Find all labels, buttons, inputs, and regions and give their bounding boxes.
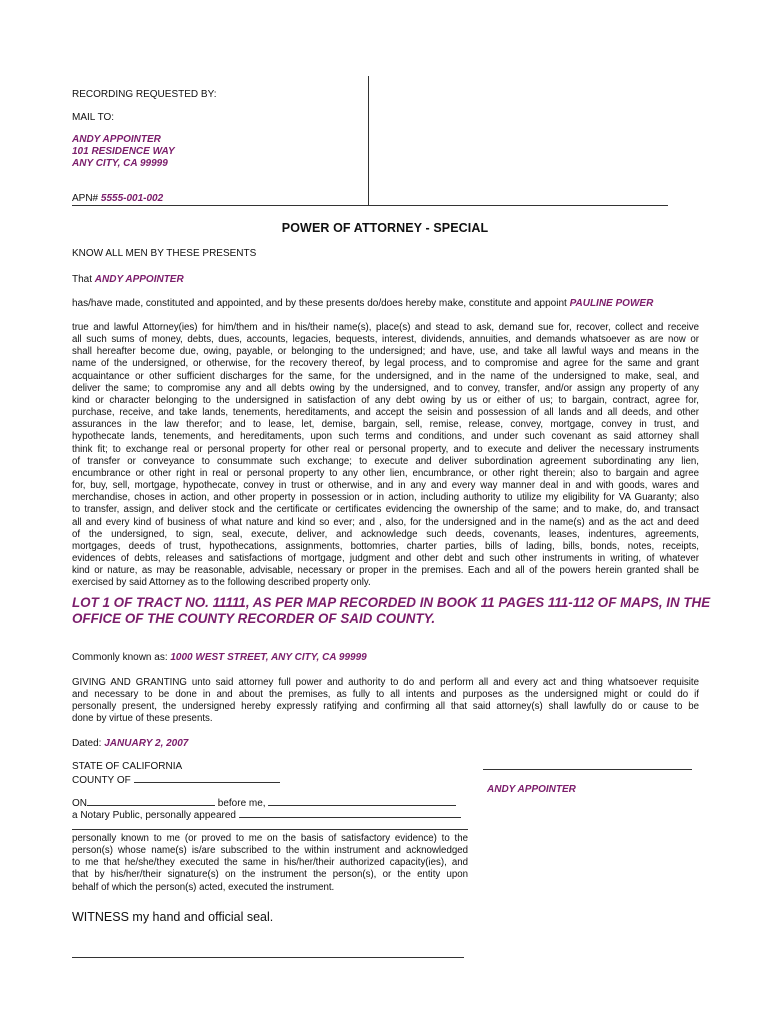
- recording-requested-label: RECORDING REQUESTED BY:: [72, 89, 217, 100]
- notary-name-blank[interactable]: [268, 796, 456, 806]
- appeared-label: a Notary Public, personally appeared: [72, 810, 236, 821]
- powers-line: merchandise, choses in action, and other property in possession or in action, including authority to utilize my eligibility for VA Guaranty; also: [72, 492, 699, 504]
- appeared-blank[interactable]: [239, 808, 461, 818]
- that-label: That: [72, 274, 93, 285]
- county-label: COUNTY OF: [72, 775, 131, 786]
- principal-line: [72, 274, 184, 286]
- notary-state: STATE OF CALIFORNIA: [72, 761, 183, 772]
- appoint-text: has/have made, constituted and appointed, and by these presents do/does hereby make, constitute and appoint: [72, 298, 567, 309]
- header-divider: [368, 76, 369, 205]
- header-rule: [72, 205, 668, 206]
- legal-description-line-1: LOT 1 OF TRACT NO. 11111, AS PER MAP RECORDED IN BOOK 11 PAGES 111-112 OF MAPS, IN THE: [72, 595, 711, 610]
- witness-line: WITNESS my hand and official seal.: [72, 910, 274, 924]
- granting-line: and necessary to be done in and about the premises, as fully to all intents and purposes as the undersigned might or could do if: [72, 689, 699, 701]
- commonly-known-line: [72, 652, 367, 664]
- powers-line: encumbrance or other right in real or personal property to any other lien, encumbrance, or other right therein; also to bargain and agree: [72, 467, 699, 479]
- powers-paragraph: [72, 322, 699, 589]
- powers-line: mortgages, deeds of trust, hypothecations, assignments, bottomries, charter parties, bills of lading, bills, bonds, notes, receipts,: [72, 540, 699, 552]
- legal-description-line-2: OFFICE OF THE COUNTY RECORDER OF SAID COUNTY.: [72, 611, 436, 626]
- acknowledgment-line: that by his/her/their signature(s) on the instrument the person(s), or the entity upon: [72, 869, 468, 881]
- dated-value: JANUARY 2, 2007: [104, 738, 189, 749]
- dated-line: [72, 738, 188, 750]
- granting-line: done by virtue of these presents.: [72, 713, 213, 725]
- appoint-line: [72, 298, 653, 310]
- commonly-known-value: 1000 WEST STREET, ANY CITY, CA 99999: [170, 652, 367, 663]
- powers-line: assurances in the law therefor; and to lease, let, demise, bargain, sell, remise, release, convey, mortgage, convey in trust, and: [72, 419, 699, 431]
- powers-line: for, buy, sell, mortgage, hypothecate, convey in trust or otherwise, and in any and every way manner deal in and with goods, wares and: [72, 480, 699, 492]
- commonly-known-label: Commonly known as:: [72, 652, 168, 663]
- powers-line: evidences of debts, releases and satisfactions of mortgage, judgment and other debt and such other instruments in writing, of whatever: [72, 552, 699, 564]
- acknowledgment-paragraph: [72, 833, 468, 894]
- know-all-men: KNOW ALL MEN BY THESE PRESENTS: [72, 248, 257, 259]
- principal-name: ANDY APPOINTER: [94, 274, 184, 285]
- powers-line: acquaintance or other sufficient discharges for the same, for the undersigned, and in the name of the undersigned to make, seal, and: [72, 370, 699, 382]
- mail-to-name: ANDY APPOINTER: [72, 134, 161, 145]
- powers-line: deliver the same; to compromise any and all debts owing by the undersigned, and to convey, transfer, and/or assign any property of any: [72, 382, 699, 394]
- acknowledgment-line: to me that he/she/they executed the same in his/her/their authorized capacity(ies), and: [72, 857, 468, 869]
- mail-to-label: MAIL TO:: [72, 112, 115, 123]
- granting-line: GIVING AND GRANTING unto said attorney full power and authority to do and perform all and every act and thing whatsoever requisite: [72, 677, 699, 688]
- powers-line: hypothecate lands, tenements, and hereditaments, upon such terms and conditions, and under such covenant as said attorney shall: [72, 431, 699, 443]
- powers-line: purchase, receive, and take lands, tenements, hereditaments, and accept the seisin and possession of all lands and all deeds, and other: [72, 407, 699, 419]
- powers-line: think fit; to exchange real or personal property for other real or personal property, and to execute and deliver the necessary instruments: [72, 443, 699, 455]
- mail-to-city: ANY CITY, CA 99999: [72, 158, 168, 169]
- powers-line: shall hereafter become due, owing, payable, or belonging to the undersigned; and have, use, and take all lawful ways and means in the: [72, 346, 699, 358]
- powers-line: kind or nature, as may be reasonable, advisable, necessary or proper in the premises. Each and all of the powers herein granted shall be: [72, 565, 699, 577]
- county-blank[interactable]: [134, 773, 280, 783]
- notary-appeared-line: [72, 808, 461, 822]
- notary-county-line: [72, 773, 280, 787]
- powers-line: kind or character belonging to the undersigned in satisfaction of any debt owing by us or either of us; to bargain, contract, agree for,: [72, 394, 699, 406]
- apn-label: APN#: [72, 193, 99, 204]
- dated-label: Dated:: [72, 738, 102, 749]
- granting-paragraph: [72, 677, 699, 726]
- powers-line: all and every kind of business of what nature and kind so ever; and , also, for the undersigned and in the name(s) and as the act and deed: [72, 516, 699, 528]
- acknowledgment-line: personally known to me (or proved to me on the basis of satisfactory evidence) to the: [72, 833, 468, 844]
- acknowledgment-line: person(s) whose name(s) is/are subscribed to the within instrument and acknowledged: [72, 845, 468, 857]
- notary-signature-line[interactable]: [72, 957, 464, 958]
- powers-line: of transfer or conveyance to consummate such exchange; to execute and deliver subordination agreement subordinating any lien,: [72, 455, 699, 467]
- granting-line: personally present, the undersigned hereby expressly ratifying and confirming all that said attorney(s) shall lawfully do or cause to be: [72, 701, 699, 713]
- date-blank[interactable]: [87, 796, 215, 806]
- before-me-label: before me,: [217, 798, 266, 809]
- on-label: ON: [72, 798, 87, 809]
- page-title: POWER OF ATTORNEY - SPECIAL: [281, 221, 489, 235]
- powers-line: exercised by said Attorney as to the following described property only.: [72, 577, 371, 589]
- apn-value: 5555-001-002: [100, 193, 164, 204]
- powers-line: all such sums of money, debts, dues, accounts, legacies, bequests, interest, dividends, annuities, and demands whatsoever as are now or: [72, 334, 699, 346]
- attorney-name: PAULINE POWER: [569, 298, 654, 309]
- apn-line: [72, 193, 163, 205]
- signer-name: ANDY APPOINTER: [487, 784, 576, 795]
- acknowledgment-line: behalf of which the person(s) acted, executed the instrument.: [72, 881, 335, 893]
- appeared-continuation-blank[interactable]: [72, 829, 468, 830]
- principal-signature-line[interactable]: [483, 769, 692, 770]
- powers-line: true and lawful Attorney(ies) for him/them and in his/their name(s), place(s) and stead to ask, demand sue for, recover, collect and receive: [72, 322, 699, 333]
- powers-line: of the undersigned, to sign, seal, execute, deliver, and acknowledge such deeds, covenants, leases, indentures, agreements,: [72, 528, 699, 540]
- powers-line: name of the undersigned, or otherwise, for the recovery thereof, by legal process, and to compromise and agree for the same and grant: [72, 358, 699, 370]
- powers-line: to transfer, assign, and deliver stock and the certificate or certificates evidencing the ownership of the same; and to make, do, and transact: [72, 504, 699, 516]
- mail-to-street: 101 RESIDENCE WAY: [72, 146, 175, 157]
